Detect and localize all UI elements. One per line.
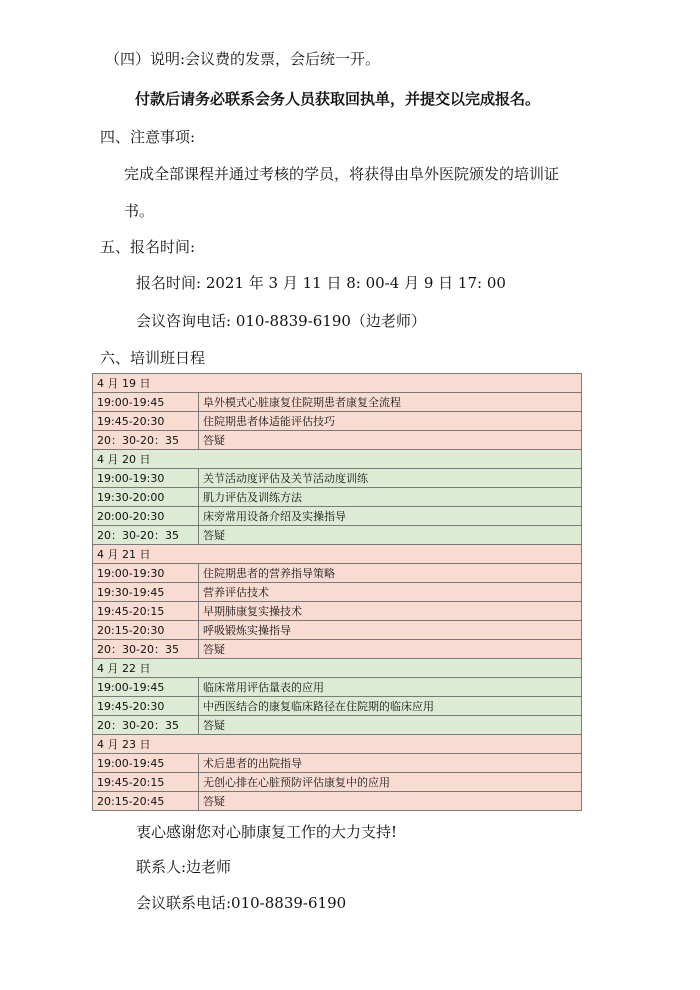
schedule-table <box>92 373 582 811</box>
session-time: 19:30-19:45 <box>93 583 199 602</box>
session-topic: 关节活动度评估及关节活动度训练 <box>199 469 582 488</box>
contact-phone: 会议联系电话:010-8839-6190 <box>136 894 347 912</box>
schedule-session-row <box>93 393 582 412</box>
schedule-session-row <box>93 507 582 526</box>
schedule-session-row <box>93 583 582 602</box>
section-5-heading: 五、报名时间: <box>100 238 196 256</box>
session-time: 20：30-20：35 <box>93 716 199 735</box>
session-topic: 营养评估技术 <box>199 583 582 602</box>
session-time: 19:45-20:30 <box>93 697 199 716</box>
session-topic: 住院期患者的营养指导策略 <box>199 564 582 583</box>
session-topic: 呼吸锻炼实操指导 <box>199 621 582 640</box>
session-topic: 答疑 <box>199 716 582 735</box>
session-time: 19:30-20:00 <box>93 488 199 507</box>
session-topic: 床旁常用设备介绍及实操指导 <box>199 507 582 526</box>
session-time: 20:15-20:30 <box>93 621 199 640</box>
schedule-day-label: 4 月 20 日 <box>93 450 582 469</box>
session-time: 20：30-20：35 <box>93 431 199 450</box>
session-topic: 答疑 <box>199 526 582 545</box>
session-time: 20:00-20:30 <box>93 507 199 526</box>
schedule-day-label: 4 月 21 日 <box>93 545 582 564</box>
schedule-session-row <box>93 412 582 431</box>
session-time: 19:00-19:45 <box>93 754 199 773</box>
session-time: 19:00-19:30 <box>93 564 199 583</box>
schedule-session-row <box>93 678 582 697</box>
schedule-session-row <box>93 488 582 507</box>
schedule-session-row <box>93 564 582 583</box>
session-time: 20：30-20：35 <box>93 640 199 659</box>
schedule-day-row <box>93 374 582 393</box>
thanks-line: 衷心感谢您对心肺康复工作的大力支持! <box>136 823 398 841</box>
invoice-note: （四）说明:会议费的发票，会后统一开。 <box>105 50 381 68</box>
schedule-session-row <box>93 621 582 640</box>
session-time: 20：30-20：35 <box>93 526 199 545</box>
session-topic: 住院期患者体适能评估技巧 <box>199 412 582 431</box>
consult-phone: 会议咨询电话: 010-8839-6190（边老师） <box>136 312 426 330</box>
session-topic: 早期肺康复实操技术 <box>199 602 582 621</box>
session-topic: 中西医结合的康复临床路径在住院期的临床应用 <box>199 697 582 716</box>
schedule-day-label: 4 月 19 日 <box>93 374 582 393</box>
session-topic: 临床常用评估量表的应用 <box>199 678 582 697</box>
section-4-body-line1: 完成全部课程并通过考核的学员，将获得由阜外医院颁发的培训证 <box>124 165 560 183</box>
schedule-session-row <box>93 640 582 659</box>
session-topic: 无创心排在心脏预防评估康复中的应用 <box>199 773 582 792</box>
session-topic: 答疑 <box>199 431 582 450</box>
schedule-session-row <box>93 716 582 735</box>
section-4-body-line2: 书。 <box>124 202 155 220</box>
session-topic: 肌力评估及训练方法 <box>199 488 582 507</box>
schedule-session-row <box>93 697 582 716</box>
contact-person: 联系人:边老师 <box>136 858 232 876</box>
session-time: 19:00-19:30 <box>93 469 199 488</box>
payment-notice: 付款后请务必联系会务人员获取回执单，并提交以完成报名。 <box>135 90 541 108</box>
schedule-day-row <box>93 545 582 564</box>
section-6-heading: 六、培训班日程 <box>100 349 206 367</box>
registration-time: 报名时间: 2021 年 3 月 11 日 8: 00-4 月 9 日 17: 00 <box>136 274 506 292</box>
session-topic: 阜外模式心脏康复住院期患者康复全流程 <box>199 393 582 412</box>
session-time: 19:45-20:30 <box>93 412 199 431</box>
schedule-session-row <box>93 469 582 488</box>
session-time: 19:45-20:15 <box>93 602 199 621</box>
schedule-day-label: 4 月 22 日 <box>93 659 582 678</box>
session-time: 20:15-20:45 <box>93 792 199 811</box>
session-topic: 术后患者的出院指导 <box>199 754 582 773</box>
schedule-session-row <box>93 754 582 773</box>
schedule-day-row <box>93 735 582 754</box>
session-topic: 答疑 <box>199 792 582 811</box>
schedule-day-label: 4 月 23 日 <box>93 735 582 754</box>
schedule-session-row <box>93 602 582 621</box>
schedule-session-row <box>93 526 582 545</box>
schedule-day-row <box>93 450 582 469</box>
session-topic: 答疑 <box>199 640 582 659</box>
section-4-heading: 四、注意事项: <box>100 128 196 146</box>
session-time: 19:00-19:45 <box>93 678 199 697</box>
schedule-day-row <box>93 659 582 678</box>
schedule-session-row <box>93 431 582 450</box>
schedule-session-row <box>93 773 582 792</box>
schedule-session-row <box>93 792 582 811</box>
session-time: 19:00-19:45 <box>93 393 199 412</box>
session-time: 19:45-20:15 <box>93 773 199 792</box>
